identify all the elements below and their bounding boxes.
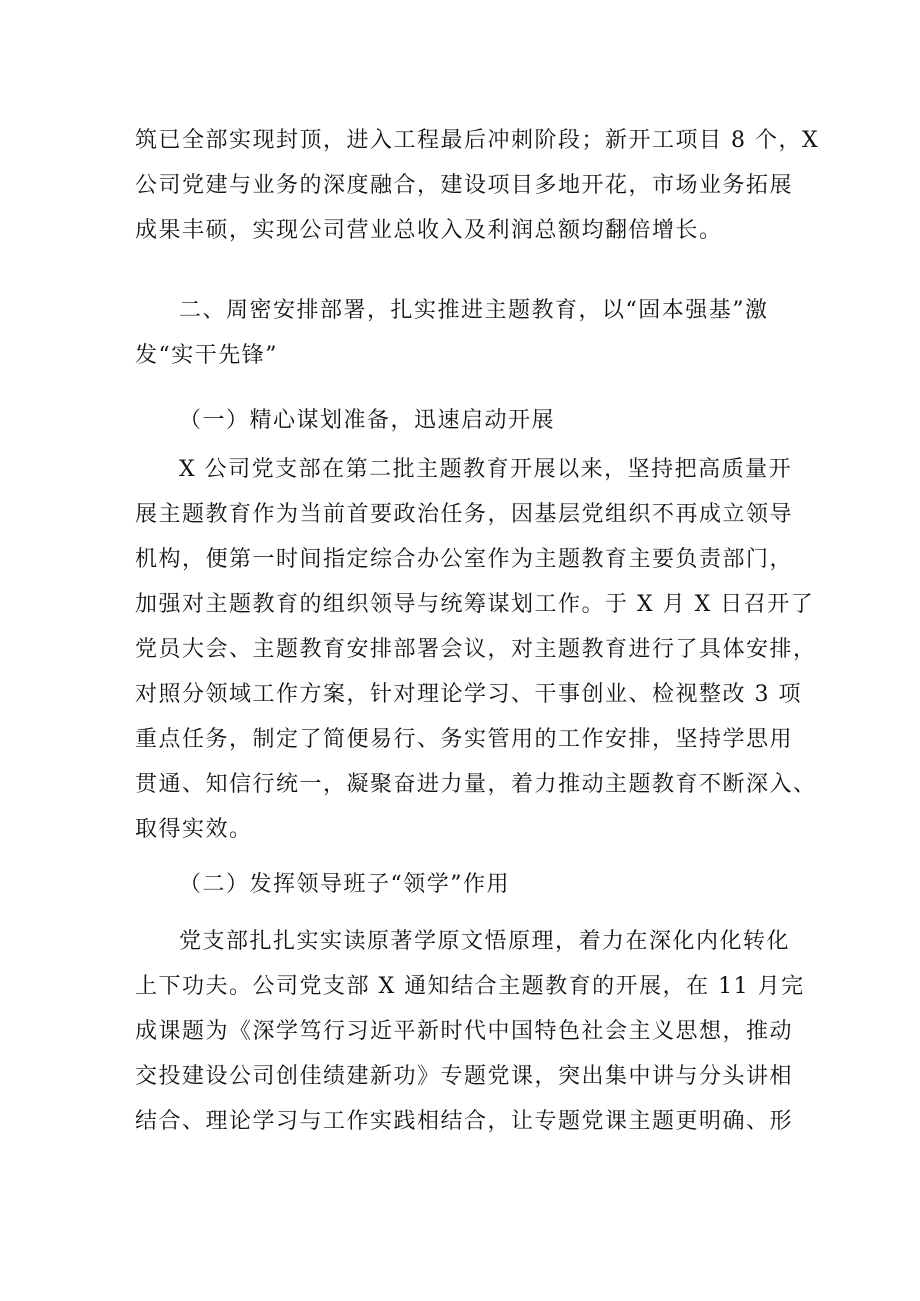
text-line: 上下功夫。公司党支部 X 通知结合主题教育的开展，在 11 月完 [135,974,805,999]
text-line: 公司党建与业务的深度融合，建设项目多地开花，市场业务拓展 [135,173,794,198]
paragraph-subsection-1 [135,447,817,852]
paragraph-gap [135,852,795,862]
text-line: 对照分领域工作方案，针对理论学习、干事创业、检视整改 3 项 [135,682,802,707]
paragraph-gap [135,378,795,398]
text-line: 贯通、知信行统一，凝聚奋进力量，着力推动主题教育不断深入、 [135,772,817,797]
text-line: 展主题教育作为当前首要政治任务，因基层党组织不再成立领导 [135,502,794,527]
text-line: 筑已全部实现封顶，进入工程最后冲刺阶段；新开工项目 8 个，X [135,128,820,153]
paragraph-subsection-2 [135,919,805,1144]
heading-line: （一）精心谋划准备，迅速启动开展 [179,408,556,433]
text-line: 交投建设公司创佳绩建新功》专题党课，突出集中讲与分头讲相 [135,1064,794,1089]
paragraph-gap [135,253,795,288]
subsection-heading-1 [135,398,795,443]
heading-line: （二）发挥领导班子“领学”作用 [179,872,510,897]
text-line: 重点任务，制定了简便易行、务实管用的工作安排，坚持学思用 [135,727,794,752]
text-line: 取得实效。 [135,817,253,842]
heading-line: 二、周密安排部署，扎实推进主题教育，以“固本强基”激 [179,298,769,323]
heading-line: 发“实干先锋” [135,343,278,368]
text-line: 机构，便第一时间指定综合办公室作为主题教育主要负责部门， [135,547,794,572]
text-line: 党支部扎扎实实读原著学原文悟原理，着力在深化内化转化 [179,929,791,954]
text-line: 成果丰硕，实现公司营业总收入及利润总额均翻倍增长。 [135,218,723,243]
text-line: X 公司党支部在第二批主题教育开展以来，坚持把高质量开 [179,457,793,482]
paragraph-continuation [135,118,820,253]
text-line: 结合、理论学习与工作实践相结合，让专题党课主题更明确、形 [135,1109,794,1134]
text-line: 成课题为《深学笃行习近平新时代中国特色社会主义思想，推动 [135,1019,794,1044]
subsection-heading-2 [135,862,795,907]
text-line: 党员大会、主题教育安排部署会议，对主题教育进行了具体安排， [135,637,817,662]
document-body [135,118,820,1144]
text-line: 加强对主题教育的组织领导与统筹谋划工作。于 X 月 X 日召开了 [135,592,815,617]
section-heading-2 [135,288,795,378]
